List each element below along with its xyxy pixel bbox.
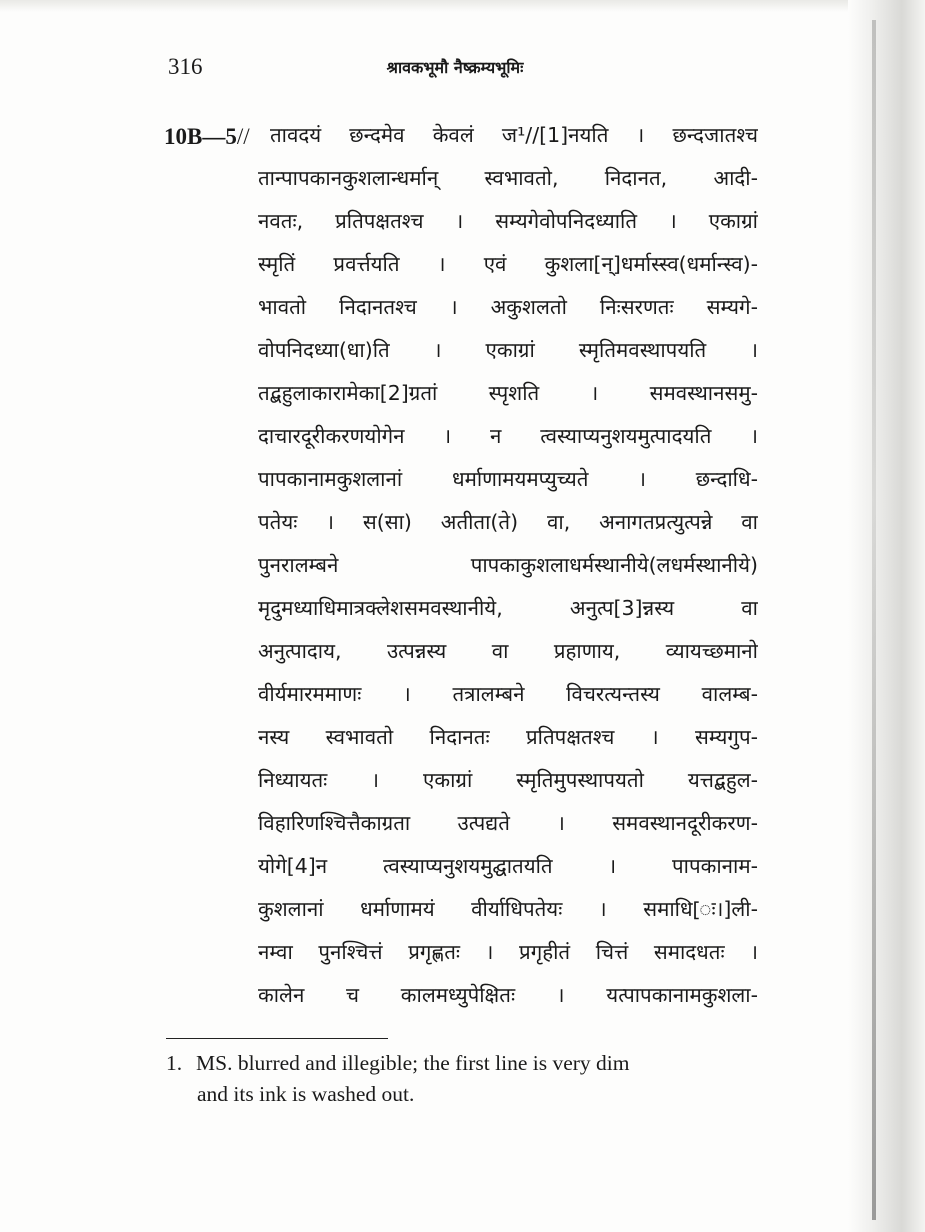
running-head: श्रावकभूमौ नैष्क्रम्यभूमिः [386, 58, 524, 77]
text-line: तद्बहुलाकारामेका[2]ग्रतां स्पृशति । समवस्थानसमु- [258, 381, 758, 405]
footnote-text-line: MS. blurred and illegible; the first line is very dim [196, 1051, 630, 1075]
text-line: तान्पापकानकुशलान्धर्मान् स्वभावतो, निदानत, आदी- [258, 166, 758, 190]
text-line: तावदयं छन्दमेव केवलं ज¹//[1]नयति । छन्दजातश्च [270, 123, 758, 147]
text-line: नम्वा पुनश्चित्तं प्रगृह्णतः । प्रगृहीतं चित्तं समादधतः । [258, 940, 758, 964]
manuscript-folio: 10B—5 [164, 124, 237, 149]
text-line: पतेयः । स(सा) अतीता(ते) वा, अनागतप्रत्युत्पन्ने वा [258, 510, 758, 534]
footnote-number: 1. [166, 1051, 183, 1075]
text-line: स्मृतिं प्रवर्त्तयति । एवं कुशला[न्]धर्मास्स्व(धर्मान्स्व)- [258, 252, 758, 276]
footnote-text-line: and its ink is washed out. [197, 1082, 415, 1106]
text-line: पुनरालम्बने पापकाकुशलाधर्मस्थानीये(लधर्मस्थानीये) [258, 553, 758, 577]
text-line: विहारिणश्चित्तैकाग्रता उत्पद्यते । समवस्थानदूरीकरण- [258, 811, 758, 835]
footnote [166, 1048, 766, 1110]
page-number: 316 [168, 54, 203, 79]
text-line: दाचारदूरीकरणयोगेन । न त्वस्याप्यनुशयमुत्पादयति । [258, 424, 758, 448]
text-line: नस्य स्वभावतो निदानतः प्रतिपक्षतश्च । सम्यगुप- [258, 725, 758, 749]
manuscript-reference [164, 124, 250, 150]
text-line: निध्यायतः । एकाग्रां स्मृतिमुपस्थापयतो यत्तद्बहुल- [258, 768, 758, 792]
text-line: भावतो निदानतश्च । अकुशलतो निःसरणतः सम्यगे- [258, 295, 758, 319]
text-line: कालेन च कालमध्युपेक्षितः । यत्पापकानामकुशला- [258, 983, 758, 1007]
footnote-divider [166, 1038, 388, 1039]
text-line: अनुत्पादाय, उत्पन्नस्य वा प्रहाणाय, व्यायच्छमानो [258, 639, 758, 663]
text-line: पापकानामकुशलानां धर्माणामयमप्युच्यते । छन्दाधि- [258, 467, 758, 491]
text-line: नवतः, प्रतिपक्षतश्च । सम्यगेवोपनिदध्याति । एकाग्रां [258, 209, 758, 233]
text-line: वोपनिदध्या(धा)ति । एकाग्रां स्मृतिमवस्थापयति । [258, 338, 758, 362]
manuscript-folio-slashes: // [236, 124, 250, 149]
text-line: मृदुमध्याधिमात्रक्लेशसमवस्थानीये, अनुत्प[3]न्नस्य वा [258, 596, 758, 620]
text-line: योगे[4]न त्वस्याप्यनुशयमुद्घातयति । पापकानाम- [258, 854, 758, 878]
text-line: वीर्यमारममाणः । तत्रालम्बने विचरत्यन्तस्य वालम्ब- [258, 682, 758, 706]
scan-top-edge [0, 0, 925, 12]
book-gutter-edge [848, 0, 925, 1232]
text-line: कुशलानां धर्माणामयं वीर्याधिपतेयः । समाधि[ः।]ली- [258, 897, 758, 921]
